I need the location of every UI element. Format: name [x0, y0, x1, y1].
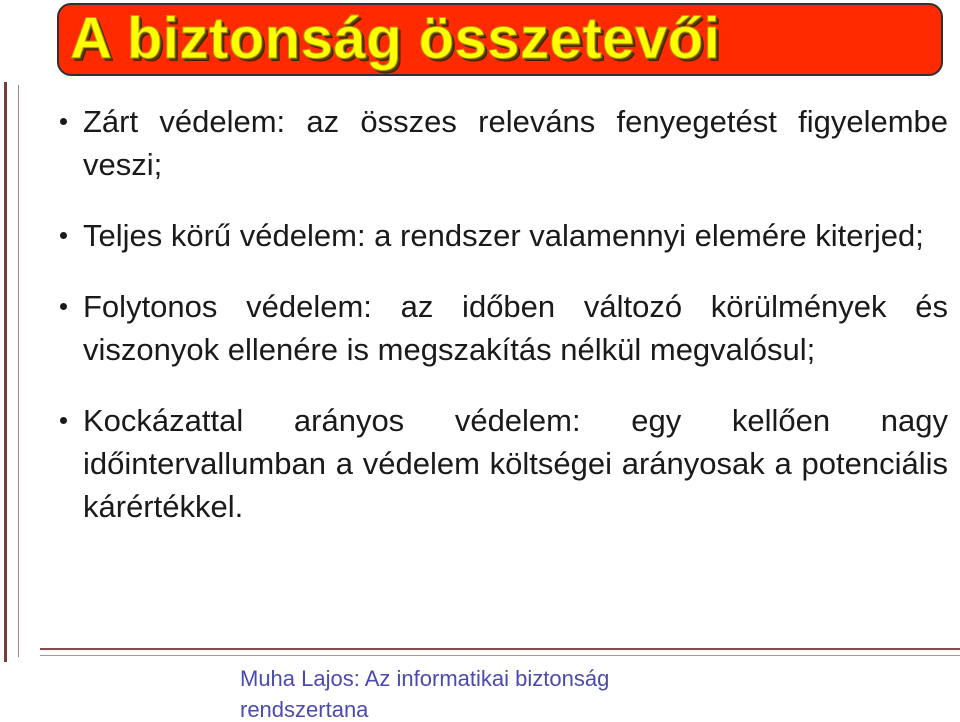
bullet-dot-icon: [60, 417, 67, 424]
bullet-text: Folytonos védelem: az időben változó körülmények és viszonyok ellenére is megszakítás nélkül megvalósul;: [83, 289, 948, 367]
left-border-line-inner: [18, 85, 19, 657]
bottom-border-line: [40, 648, 960, 650]
bullet-item-closed-protection: [60, 100, 948, 186]
bullet-dot-icon: [60, 118, 67, 125]
bullet-dot-icon: [60, 303, 67, 310]
slide-footer: Muha Lajos: Az informatikai biztonság rendszertana: [240, 666, 610, 722]
bullet-text: Zárt védelem: az összes releváns fenyegetést figyelembe veszi;: [83, 104, 948, 182]
bottom-border-line-inner: [40, 655, 960, 656]
bullet-text: Kockázattal arányos védelem: egy kellően nagy időintervallumban a védelem költségei arányosak a potenciális kárértékkel.: [83, 403, 948, 524]
slide-title: A biztonság összetevői: [70, 6, 721, 71]
bullet-item-risk-proportional-protection: [60, 399, 948, 528]
bullet-item-complete-protection: [60, 214, 948, 257]
bullet-list: [60, 100, 948, 556]
bullet-dot-icon: [60, 232, 67, 239]
left-border-line: [4, 82, 7, 662]
bullet-item-continuous-protection: [60, 285, 948, 371]
bullet-text: Teljes körű védelem: a rendszer valamennyi elemére kiterjed;: [83, 218, 924, 253]
